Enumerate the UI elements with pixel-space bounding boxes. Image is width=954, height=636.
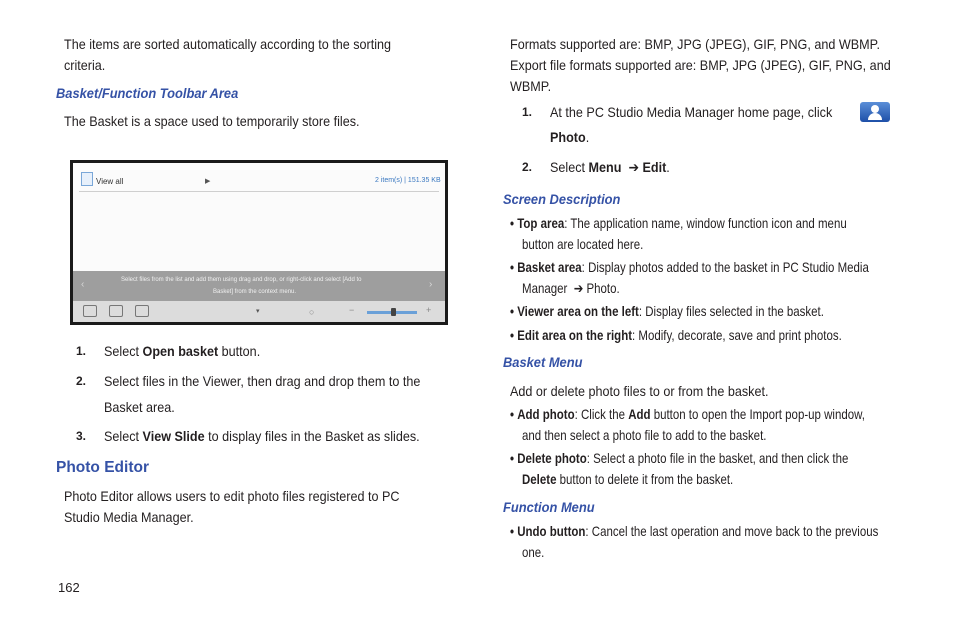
arrow-right-icon: ➔ [573, 280, 584, 296]
right-step-1-num: 1. [522, 105, 533, 119]
basket-hint-line-2: Basket] from the context menu. [213, 289, 297, 295]
photo-editor-desc-line-1: Photo Editor allows users to edit photo files registered to PC [64, 488, 400, 504]
right-step-1-line-2: Photo. [550, 129, 590, 145]
next-arrow-icon: › [429, 279, 433, 290]
photo-app-icon [860, 102, 890, 122]
left-step-3-num: 3. [76, 429, 87, 443]
screen-desc-item-viewer-area: • Viewer area on the left: Display files selected in the basket. [510, 303, 824, 319]
formats-line-2: Export file formats supported are: BMP, JPG (JPEG), GIF, PNG, and [510, 57, 891, 73]
screen-desc-item-basket-area: • Basket area: Display photos added to the basket in PC Studio Media [510, 259, 869, 275]
formats-line-3: WBMP. [510, 78, 552, 94]
photo-editor-heading: Photo Editor [56, 459, 149, 476]
view-all-label: View all [96, 177, 124, 186]
screen-desc-item-top-area-cont: button are located here. [522, 236, 644, 252]
basket-hint-line-1: Select files from the list and add them using drag and drop, or right-click and select [Add to [121, 277, 362, 283]
grid-icon [135, 305, 149, 317]
basket-description: The Basket is a space used to temporarily store files. [64, 113, 360, 129]
right-step-1-line-1: At the PC Studio Media Manager home page, click [550, 104, 833, 120]
left-step-2-line-2: Basket area. [104, 399, 175, 415]
item-count: 2 item(s) | 151.35 KB [375, 177, 441, 184]
intro-line-2: criteria. [64, 57, 106, 73]
zoom-in-icon: + [426, 305, 432, 315]
basket-screenshot [70, 160, 448, 325]
basket-menu-desc: Add or delete photo files to or from the basket. [510, 383, 769, 399]
screen-desc-item-edit-area: • Edit area on the right: Modify, decorate, save and print photos. [510, 327, 842, 343]
zoom-out-icon: − [349, 305, 355, 315]
screen-description-heading: Screen Description [503, 191, 621, 207]
screen-desc-item-basket-area-cont: Manager ➔ Photo. [522, 280, 620, 296]
left-step-2-num: 2. [76, 374, 87, 388]
photo-editor-desc-line-2: Studio Media Manager. [64, 509, 194, 525]
right-step-2-num: 2. [522, 160, 533, 174]
basket-menu-item-delete-photo-cont: Delete button to delete it from the basket. [522, 471, 734, 487]
formats-line-1: Formats supported are: BMP, JPG (JPEG), GIF, PNG, and WBMP. [510, 36, 880, 52]
left-step-3: Select View Slide to display files in the Basket as slides. [104, 428, 420, 444]
basket-toolbar-heading: Basket/Function Toolbar Area [56, 85, 239, 101]
page-number: 162 [58, 580, 80, 595]
arrow-right-icon: ➔ [628, 159, 640, 175]
left-step-1-num: 1. [76, 344, 87, 358]
basket-icon [109, 305, 123, 317]
play-icon: ▶ [205, 178, 211, 185]
slide-icon [83, 305, 97, 317]
chevron-down-icon: ▾ [256, 308, 260, 315]
screen-desc-item-top-area: • Top area: The application name, window function icon and menu [510, 215, 847, 231]
basket-menu-item-add-photo-cont: and then select a photo file to add to the basket. [522, 427, 767, 443]
left-step-1: Select Open basket button. [104, 343, 261, 359]
zoom-slider-handle [391, 308, 396, 316]
left-step-2-line-1: Select files in the Viewer, then drag and drop them to the [104, 373, 421, 389]
basket-menu-item-delete-photo: • Delete photo: Select a photo file in the basket, and then click the [510, 450, 849, 466]
function-menu-item-undo: • Undo button: Cancel the last operation and move back to the previous [510, 523, 879, 539]
folder-icon [81, 172, 93, 186]
function-menu-heading: Function Menu [503, 499, 595, 515]
function-menu-item-undo-cont: one. [522, 544, 545, 560]
basket-menu-item-add-photo: • Add photo: Click the Add button to open the Import pop-up window, [510, 406, 865, 422]
right-step-2: Select Menu ➔ Edit. [550, 159, 670, 175]
intro-line-1: The items are sorted automatically according to the sorting [64, 36, 392, 52]
prev-arrow-icon: ‹ [81, 279, 85, 290]
zoom-icon: ○ [309, 307, 315, 317]
basket-menu-heading: Basket Menu [503, 354, 583, 370]
